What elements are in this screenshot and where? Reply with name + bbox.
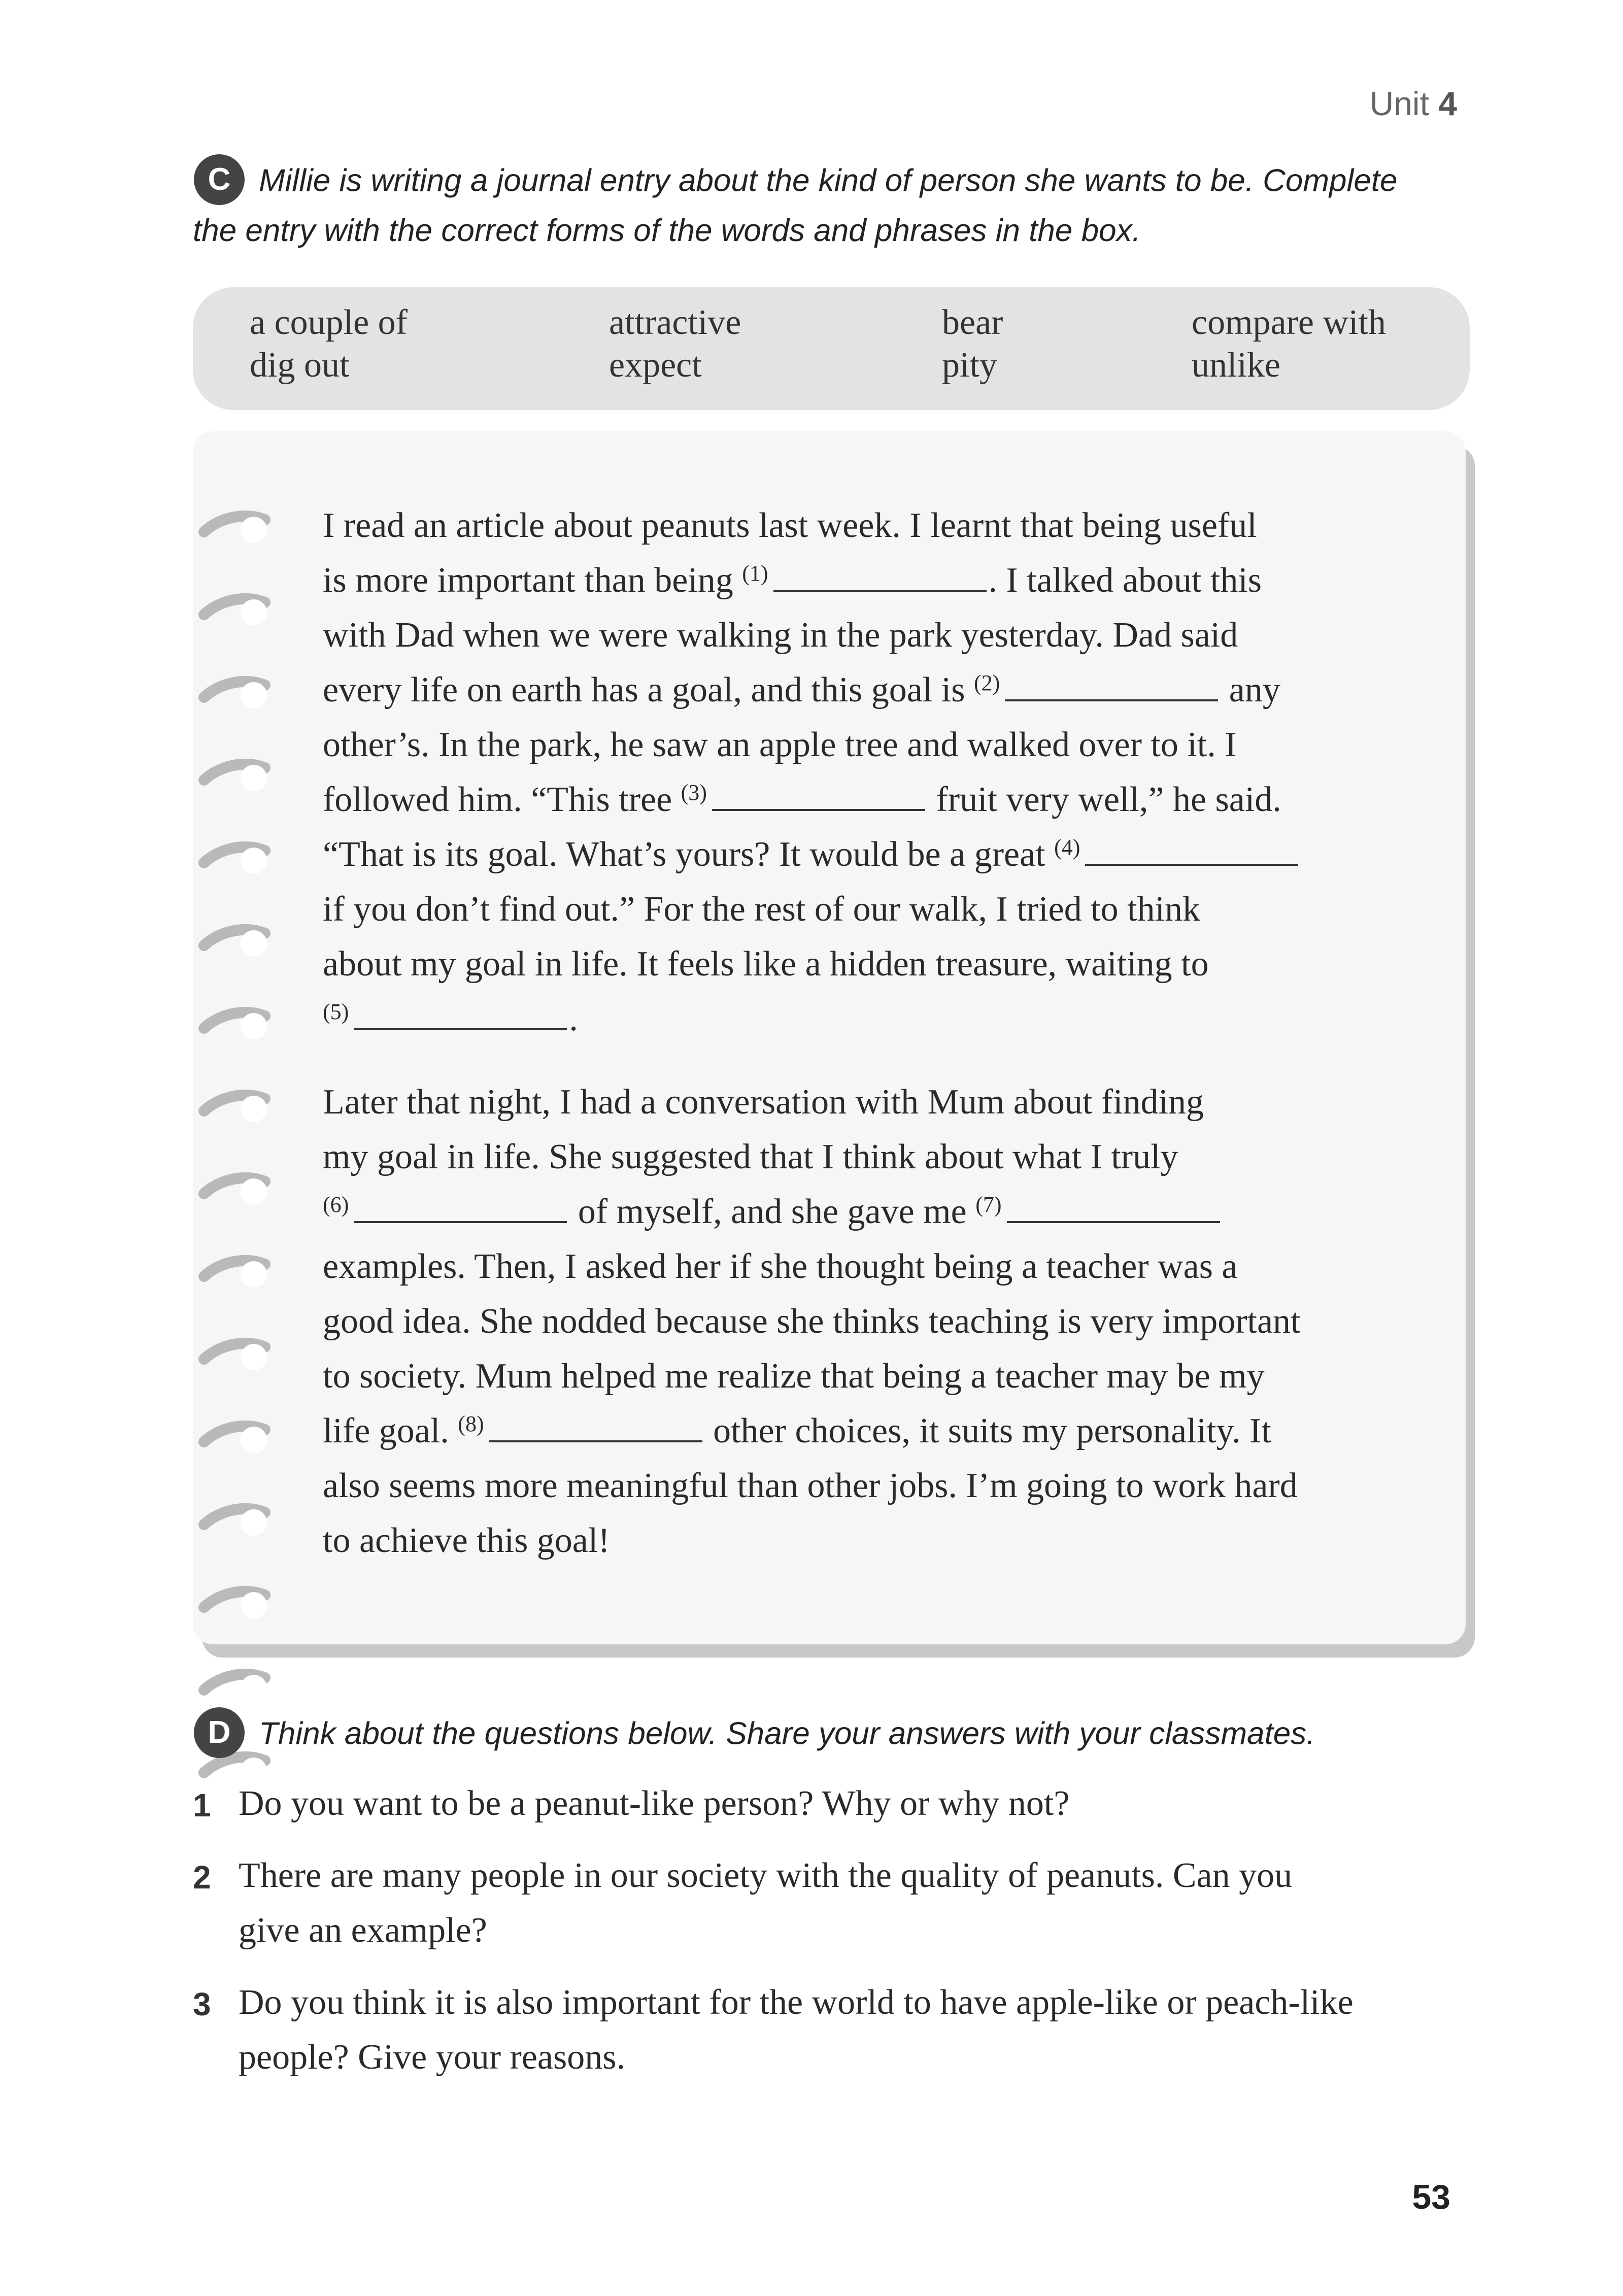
journal-line: every life on earth has a goal, and this goal is $^{(2)}$ any — [323, 670, 1280, 710]
spiral-hole — [241, 930, 267, 957]
section-d-badge: D — [194, 1707, 245, 1758]
journal-line: life goal. $^{(8)}$ other choices, it suits my personality. It — [323, 1411, 1271, 1450]
blank-number: (2) — [973, 670, 1000, 695]
question-number: 3 — [193, 1986, 211, 2022]
blank-number: (7) — [975, 1192, 1002, 1217]
unit-label: Unit — [1369, 85, 1429, 122]
spiral-hole — [241, 765, 267, 791]
journal-line: to society. Mum helped me realize that being a teacher may be my — [323, 1357, 1265, 1396]
word-box-item: compare with — [1192, 303, 1386, 342]
word-box-item: dig out — [250, 346, 350, 385]
journal-line: “That is its goal. What’s yours? It would be a great $^{(4)}$ — [323, 834, 1300, 875]
unit-number: 4 — [1438, 85, 1457, 122]
spiral-hole — [241, 1096, 267, 1122]
section-c-instruction — [194, 157, 1473, 254]
section-d-instruction — [194, 1710, 1473, 1761]
word-box-item: unlike — [1192, 346, 1280, 385]
word-box — [193, 287, 1470, 410]
unit-header — [1370, 84, 1457, 123]
section-c-instruction-line1: Millie is writing a journal entry about the kind of person she wants to be. Complete — [259, 163, 1398, 198]
blank-number: (1) — [742, 561, 768, 586]
answer-blank[interactable] — [354, 1216, 567, 1223]
journal-line: I read an article about peanuts last week. I learnt that being useful — [323, 506, 1257, 545]
journal-line: examples. Then, I asked her if she thought being a teacher was a — [323, 1247, 1238, 1286]
journal-line: also seems more meaningful than other jobs. I’m going to work hard — [323, 1466, 1298, 1505]
page-number: 53 — [1412, 2178, 1450, 2216]
journal-line: to achieve this goal! — [323, 1521, 610, 1560]
spiral-hole — [241, 1675, 267, 1701]
spiral-hole — [241, 1592, 267, 1618]
answer-blank[interactable] — [354, 1023, 567, 1030]
blank-number: (4) — [1054, 835, 1080, 860]
word-box-item: bear — [942, 303, 1003, 342]
blank-number: (6) — [323, 1192, 349, 1217]
blank-number: (8) — [458, 1411, 484, 1436]
question-text: There are many people in our society with the quality of peanuts. Can you give an example? — [239, 1856, 1293, 1950]
journal-line: good idea. She nodded because she thinks teaching is very important — [323, 1302, 1301, 1341]
section-c-badge: C — [194, 154, 245, 205]
answer-blank[interactable] — [712, 804, 925, 811]
answer-blank[interactable] — [1007, 1216, 1220, 1223]
spiral-hole — [241, 1178, 267, 1205]
journal-line: about my goal in life. It feels like a hidden treasure, waiting to — [323, 944, 1209, 984]
answer-blank[interactable] — [773, 585, 987, 592]
spiral-hole — [241, 848, 267, 874]
blank-number: (5) — [323, 999, 349, 1024]
word-box-item: attractive — [609, 303, 741, 342]
question-text: Do you want to be a peanut-like person? Why or why not? — [239, 1784, 1070, 1823]
journal-line: if you don’t find out.” For the rest of our walk, I tried to think — [323, 890, 1200, 929]
section-c-instruction-line2: the entry with the correct forms of the words and phrases in the box. — [193, 213, 1141, 248]
spiral-hole — [241, 517, 267, 543]
question-number: 2 — [193, 1859, 211, 1896]
spiral-hole — [241, 1427, 267, 1453]
journal-line: Later that night, I had a conversation with Mum about finding — [323, 1083, 1204, 1122]
word-box-item: pity — [942, 346, 997, 385]
journal-line: my goal in life. She suggested that I think about what I truly — [323, 1137, 1178, 1176]
spiral-hole — [241, 599, 267, 626]
word-box-item: a couple of — [250, 303, 408, 342]
journal-line: $^{(5)}$ . — [323, 999, 578, 1038]
spiral-hole — [241, 682, 267, 708]
spiral-hole — [241, 1013, 267, 1039]
answer-blank[interactable] — [1005, 694, 1218, 701]
section-d-instruction-text: Think about the questions below. Share your answers with your classmates. — [259, 1716, 1315, 1751]
journal-line: with Dad when we were walking in the park yesterday. Dad said — [323, 616, 1238, 655]
answer-blank[interactable] — [1085, 859, 1298, 866]
journal-line: $^{(6)}$ of myself, and she gave me $^{(7)}$ — [323, 1192, 1222, 1232]
spiral-hole — [241, 1261, 267, 1288]
journal-line: is more important than being $^{(1)}$ . I talked about this — [323, 561, 1262, 600]
blank-number: (3) — [681, 780, 707, 805]
spiral-hole — [241, 1509, 267, 1536]
question-number: 1 — [193, 1787, 211, 1824]
question-text: Do you think it is also important for the world to have apple-like or peach-like people? Give your reasons. — [239, 1983, 1354, 2077]
journal-line: other’s. In the park, he saw an apple tree and walked over to it. I — [323, 725, 1237, 764]
spiral-hole — [241, 1344, 267, 1370]
word-box-item: expect — [609, 346, 702, 385]
answer-blank[interactable] — [489, 1435, 702, 1442]
journal-line: followed him. “This tree $^{(3)}$ fruit very well,” he said. — [323, 780, 1281, 819]
